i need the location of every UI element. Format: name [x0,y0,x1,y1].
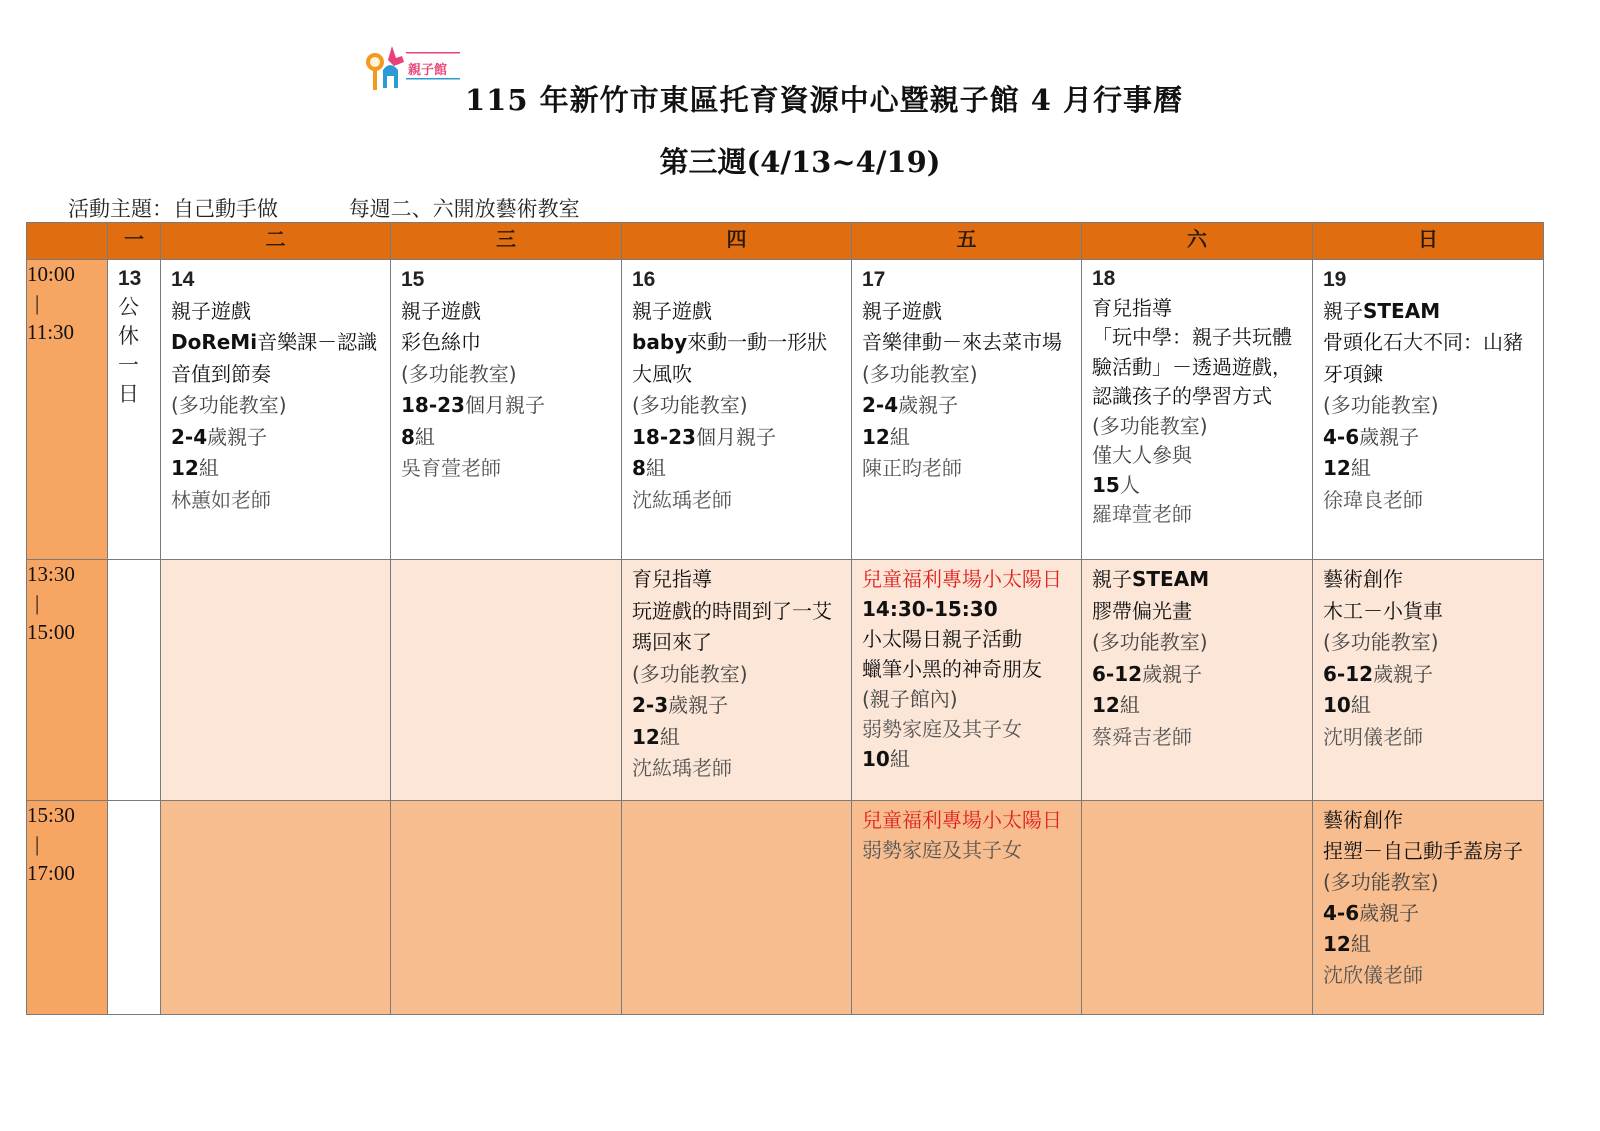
empty-cell-wed-pm [391,560,622,801]
date-13: 13 [118,267,142,290]
logo-icon [366,42,462,92]
art-room-note: 每週二、六開放藝術教室 [348,197,580,221]
event-cell-sun-pm: 藝術創作 木工－小貨車 (多功能教室) 6-12歲親子 10組 沈明儀老師 [1313,560,1544,801]
logo [366,42,462,92]
event-cell-thu-pm: 育兒指導 玩遊戲的時間到了一艾瑪回來了 (多功能教室) 2-3歲親子 12組 沈紘瑀老師 [622,560,852,801]
morning-row [27,260,1544,560]
empty-cell-thu-late [622,801,852,1015]
event-cell-sat-pm: 親子STEAM 膠帶偏光畫 (多功能教室) 6-12歲親子 12組 蔡舜吉老師 [1082,560,1313,801]
monday-empty-cell [108,560,161,801]
day-header-tue: 二 [161,223,391,260]
late-row [27,801,1544,1015]
page-title: 115 年新竹市東區托育資源中心暨親子館 4 月行事曆 [465,83,1184,117]
welfare-highlight-late: 兒童福利專場小太陽日 [862,808,1062,832]
event-cell-19: 19 親子STEAM 骨頭化石大不同：山豬牙項鍊 (多功能教室) 4-6歲親子 12組 徐瑋良老師 [1313,260,1544,560]
time-slot-morning: 10:00 | 11:30 [27,260,108,560]
day-header-row [27,223,1544,260]
welfare-highlight: 兒童福利專場小太陽日 [862,567,1062,591]
day-header-mon: 一 [108,223,161,260]
activity-theme: 活動主題：自己動手做 [68,197,278,221]
day-header-sat: 六 [1082,223,1313,260]
svg-text:親子館: 親子館 [408,63,448,78]
day-header-sun: 日 [1313,223,1544,260]
empty-cell-wed-late [391,801,622,1015]
theme-line [68,193,644,223]
time-slot-late: 15:30 | 17:00 [27,801,108,1015]
event-cell-15: 15 親子遊戲 彩色絲巾 (多功能教室) 18-23個月親子 8組 吳育萱老師 [391,260,622,560]
day-header-fri: 五 [852,223,1082,260]
event-cell-fri-pm: 兒童福利專場小太陽日 14:30-15:30 小太陽日親子活動 蠟筆小黑的神奇朋友 (親子館內) 弱勢家庭及其子女 10組 [852,560,1082,801]
time-slot-afternoon: 13:30 | 15:00 [27,560,108,801]
day-header-wed: 三 [391,223,622,260]
event-cell-17: 17 親子遊戲 音樂律動－來去菜市場 (多功能教室) 2-4歲親子 12組 陳正昀老師 [852,260,1082,560]
event-cell-fri-late: 兒童福利專場小太陽日 弱勢家庭及其子女 [852,801,1082,1015]
empty-cell-sat-late [1082,801,1313,1015]
corner-cell [27,223,108,260]
day-header-thu: 四 [622,223,852,260]
calendar-table [26,222,1544,1015]
empty-cell-tue-pm [161,560,391,801]
event-cell-16: 16 親子遊戲 baby來動一動一形狀大風吹 (多功能教室) 18-23個月親子 8組 沈紘瑀老師 [622,260,852,560]
week-subtitle: 第三週(4/13~4/19) [659,145,941,179]
event-cell-sun-late: 藝術創作 捏塑－自己動手蓋房子 (多功能教室) 4-6歲親子 12組 沈欣儀老師 [1313,801,1544,1015]
monday-empty-cell-late [108,801,161,1015]
monday-cell: 13 公 休 一 日 [108,260,161,560]
empty-cell-tue-late [161,801,391,1015]
event-cell-18: 18 育兒指導 「玩中學：親子共玩體驗活動」－透過遊戲，認識孩子的學習方式 (多功能教室) 僅大人參與 15人 羅瑋萱老師 [1082,260,1313,560]
afternoon-row [27,560,1544,801]
event-cell-14: 14 親子遊戲 DoReMi音樂課－認識音值到節奏 (多功能教室) 2-4歲親子 12組 林蕙如老師 [161,260,391,560]
